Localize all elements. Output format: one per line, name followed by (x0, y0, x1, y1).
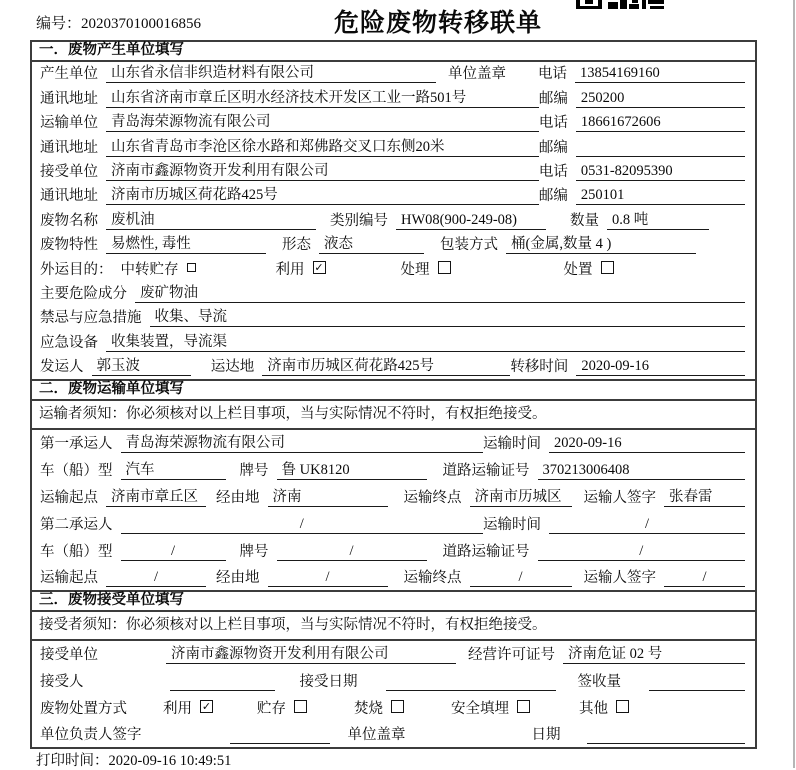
receiver-label: 接受单位 (40, 163, 98, 180)
row-carrier1 (32, 430, 755, 457)
route2-end-label: 运输终点 (403, 570, 462, 587)
waste-name-label: 废物名称 (40, 212, 98, 229)
route2-via-label: 经由地 (216, 570, 260, 587)
packing-label: 包装方式 (440, 237, 498, 254)
row-producer-address (32, 86, 755, 110)
vehicle1-type-value: 汽车 (121, 458, 226, 480)
serial-value: 2020370100016856 (81, 16, 202, 32)
transfer-time-value: 2020-09-16 (576, 358, 745, 376)
row-vehicle2 (32, 537, 755, 564)
vehicle2-plate-label: 牌号 (239, 543, 269, 560)
transporter-zip-value (576, 140, 745, 157)
vehicle1-permit-label: 道路运输证号 (442, 463, 530, 480)
responsible-sign-value (230, 727, 330, 744)
purpose-treat-label: 处理 (400, 261, 430, 278)
purpose-treat-checkbox (438, 261, 451, 274)
vehicle1-type-label: 车（船）型 (40, 463, 113, 480)
dispatcher-value: 郭玉波 (92, 354, 191, 376)
disposal-landfill-label: 安全填埋 (451, 700, 509, 717)
disposal-store-label: 贮存 (257, 700, 286, 717)
business-permit-value: 济南危证 02 号 (563, 642, 745, 664)
disposal-utilize-checkbox: ✓ (201, 699, 212, 713)
producer-zip-value: 250200 (576, 90, 745, 108)
vehicle1-permit-value: 370213006408 (538, 462, 746, 480)
row-dispatch (32, 355, 755, 379)
route2-start-value: / (106, 569, 206, 587)
vehicle1-plate-value: 鲁 UK8120 (277, 458, 427, 480)
disposal-other-checkbox (616, 700, 629, 713)
dispatcher-label: 发运人 (40, 359, 84, 376)
purpose-option-treat (401, 258, 451, 279)
signoff-stamp-label: 单位盖章 (347, 727, 406, 744)
waste-form-label: 形态 (282, 237, 311, 254)
purpose-transfer-storage-checkbox (187, 263, 196, 272)
purpose-dispose-label: 处置 (563, 261, 593, 278)
row-receiver (32, 160, 755, 184)
route1-start-value: 济南市章丘区 (106, 485, 206, 507)
transporter-value: 青岛海荣源物流有限公司 (106, 110, 539, 132)
purpose-option-dispose (564, 258, 614, 279)
route1-sign-value: 张春雷 (664, 485, 745, 507)
purpose-dispose-checkbox (601, 261, 614, 274)
waste-traits-value: 易燃性, 毒性 (106, 232, 266, 254)
receiver-value: 济南市鑫源物资开发利用有限公司 (106, 159, 539, 181)
disposal-store-checkbox (294, 700, 307, 713)
section3-header: 三．废物接受单位填写 (32, 590, 755, 612)
route2-via-value: / (268, 569, 388, 587)
disposal-option-utilize (163, 697, 213, 718)
route1-end-label: 运输终点 (403, 489, 462, 506)
producer-zip-label: 邮编 (538, 90, 568, 107)
route1-sign-label: 运输人签字 (583, 489, 656, 506)
route2-start-label: 运输起点 (40, 570, 98, 587)
waste-category-value: HW08(900-249-08) (396, 212, 546, 230)
row-accept-unit (32, 641, 755, 668)
route1-start-label: 运输起点 (40, 489, 98, 506)
waste-traits-label: 废物特性 (40, 237, 98, 254)
accept-date-value (386, 674, 556, 691)
transporter-address-label: 通讯地址 (40, 139, 98, 156)
route2-sign-value: / (664, 569, 745, 587)
purpose-option-transfer-storage (121, 258, 196, 279)
purpose-transfer-storage-label: 中转贮存 (120, 261, 179, 278)
route2-end-value: / (470, 569, 572, 587)
route1-via-label: 经由地 (216, 489, 260, 506)
disposal-incinerate-checkbox (391, 700, 404, 713)
vehicle2-type-value: / (121, 543, 226, 561)
qr-code-fragment (576, 0, 666, 9)
emergency-equipment-label: 应急设备 (40, 334, 98, 351)
signed-qty-value (649, 674, 745, 691)
vehicle2-plate-value: / (277, 543, 427, 561)
disposal-landfill-checkbox (517, 700, 530, 713)
page-title: 危险废物转移联单 (334, 9, 543, 37)
business-permit-label: 经营许可证号 (468, 647, 555, 664)
carrier2-time-label: 运输时间 (482, 516, 541, 533)
disposal-option-incinerate (354, 697, 404, 718)
destination-value: 济南市历城区荷花路425号 (262, 354, 510, 376)
disposal-option-store (257, 697, 307, 718)
disposal-utilize-label: 利用 (163, 700, 192, 717)
row-purpose (32, 257, 755, 281)
receiver-zip-label: 邮编 (538, 188, 568, 205)
acceptor-label: 接受人 (40, 674, 84, 691)
vehicle2-type-label: 车（船）型 (40, 543, 113, 560)
main-hazard-label: 主要危险成分 (40, 285, 127, 302)
producer-address-value: 山东省济南市章丘区明水经济技术开发区工业一路501号 (106, 86, 539, 108)
row-producer (32, 62, 755, 86)
route1-via-value: 济南 (268, 485, 388, 507)
transporter-zip-label: 邮编 (538, 139, 568, 156)
accept-unit-label: 接受单位 (40, 647, 98, 664)
producer-address-label: 通讯地址 (40, 90, 98, 107)
row-emergency-equipment (32, 330, 755, 354)
disposal-incinerate-label: 焚烧 (354, 700, 383, 717)
transporter-phone-label: 电话 (538, 115, 568, 132)
purpose-option-utilize (276, 258, 326, 279)
carrier1-time-value: 2020-09-16 (549, 435, 745, 453)
unit-stamp-label: 单位盖章 (448, 66, 506, 83)
disposal-option-other (579, 697, 629, 718)
row-disposal (32, 694, 755, 721)
section2-note: 运输者须知：你必须核对以上栏目事项，当与实际情况不符时，有权拒绝接受。 (32, 401, 755, 430)
carrier1-value: 青岛海荣源物流有限公司 (121, 431, 483, 453)
carrier2-value: / (121, 516, 483, 534)
receiver-phone-label: 电话 (538, 163, 568, 180)
route2-sign-label: 运输人签字 (583, 570, 656, 587)
contraindication-label: 禁忌与应急措施 (40, 310, 142, 327)
signoff-date-value (587, 727, 746, 744)
contraindication-value: 收集、导流 (150, 305, 746, 327)
row-acceptance (32, 667, 755, 694)
waste-quantity-label: 数量 (570, 212, 599, 229)
responsible-sign-label: 单位负责人签字 (40, 727, 142, 744)
receiver-address-value: 济南市历城区荷花路425号 (106, 183, 539, 205)
disposal-other-label: 其他 (579, 700, 608, 717)
waste-form-value: 液态 (319, 232, 424, 254)
disposal-option-landfill (451, 697, 530, 718)
receiver-zip-value: 250101 (576, 187, 745, 205)
emergency-equipment-value: 收集装置，导流渠 (106, 330, 745, 352)
producer-phone-value: 13854169160 (575, 65, 745, 83)
packing-value: 桶(金属,数量 4 ) (506, 232, 696, 254)
section2-header: 二．废物运输单位填写 (32, 379, 755, 401)
print-time-value: 2020-09-16 10:49:51 (108, 753, 232, 769)
signoff-date-label: 日期 (531, 727, 561, 744)
accept-date-label: 接受日期 (299, 674, 358, 691)
purpose-label: 外运目的： (40, 261, 113, 278)
carrier2-label: 第二承运人 (40, 516, 113, 533)
producer-label: 产生单位 (40, 66, 98, 83)
accept-unit-value: 济南市鑫源物资开发利用有限公司 (166, 642, 456, 664)
print-time-line (36, 749, 231, 770)
vehicle1-plate-label: 牌号 (239, 463, 269, 480)
carrier1-time-label: 运输时间 (482, 436, 541, 453)
transporter-label: 运输单位 (40, 115, 98, 132)
row-transporter-address (32, 135, 755, 159)
row-carrier2 (32, 510, 755, 537)
main-hazard-value: 废矿物油 (135, 281, 745, 303)
page-right-edge (793, 0, 795, 768)
serial-number-line (36, 12, 201, 33)
serial-label: 编号： (36, 16, 82, 32)
row-route1 (32, 483, 755, 510)
carrier1-label: 第一承运人 (40, 436, 113, 453)
acceptor-value (170, 674, 275, 691)
row-route2 (32, 564, 755, 591)
disposal-label: 废物处置方式 (40, 700, 127, 717)
route1-end-value: 济南市历城区 (470, 485, 572, 507)
carrier2-time-value: / (549, 516, 745, 534)
vehicle2-permit-value: / (538, 543, 746, 561)
row-waste-name (32, 208, 755, 232)
section3-note: 接受者须知：你必须核对以上栏目事项，当与实际情况不符时，有权拒绝接受。 (32, 612, 755, 641)
transfer-form-table (30, 40, 757, 749)
transporter-phone-value: 18661672606 (576, 114, 745, 132)
row-transporter (32, 111, 755, 135)
producer-phone-label: 电话 (538, 66, 567, 83)
waste-category-label: 类别编号 (330, 212, 388, 229)
row-receiver-address (32, 184, 755, 208)
row-signoff (32, 721, 755, 748)
row-main-hazard (32, 282, 755, 306)
destination-label: 运达地 (210, 359, 255, 376)
purpose-utilize-checkbox: ✓ (314, 260, 324, 274)
producer-value: 山东省永信非织造材料有限公司 (106, 61, 436, 83)
receiver-address-label: 通讯地址 (40, 188, 98, 205)
signed-qty-label: 签收量 (577, 674, 621, 691)
waste-name-value: 废机油 (106, 208, 316, 230)
row-contraindication (32, 306, 755, 330)
row-waste-traits (32, 233, 755, 257)
waste-quantity-value: 0.8 吨 (607, 208, 709, 230)
vehicle2-permit-label: 道路运输证号 (442, 543, 530, 560)
transporter-address-value: 山东省青岛市李沧区徐水路和郑佛路交叉口东侧20米 (106, 135, 539, 157)
section1-header: 一．废物产生单位填写 (32, 42, 755, 62)
print-time-label: 打印时间： (36, 753, 109, 769)
transfer-time-label: 转移时间 (510, 359, 569, 376)
receiver-phone-value: 0531-82095390 (576, 163, 745, 181)
row-vehicle1 (32, 456, 755, 483)
purpose-utilize-label: 利用 (275, 261, 305, 278)
